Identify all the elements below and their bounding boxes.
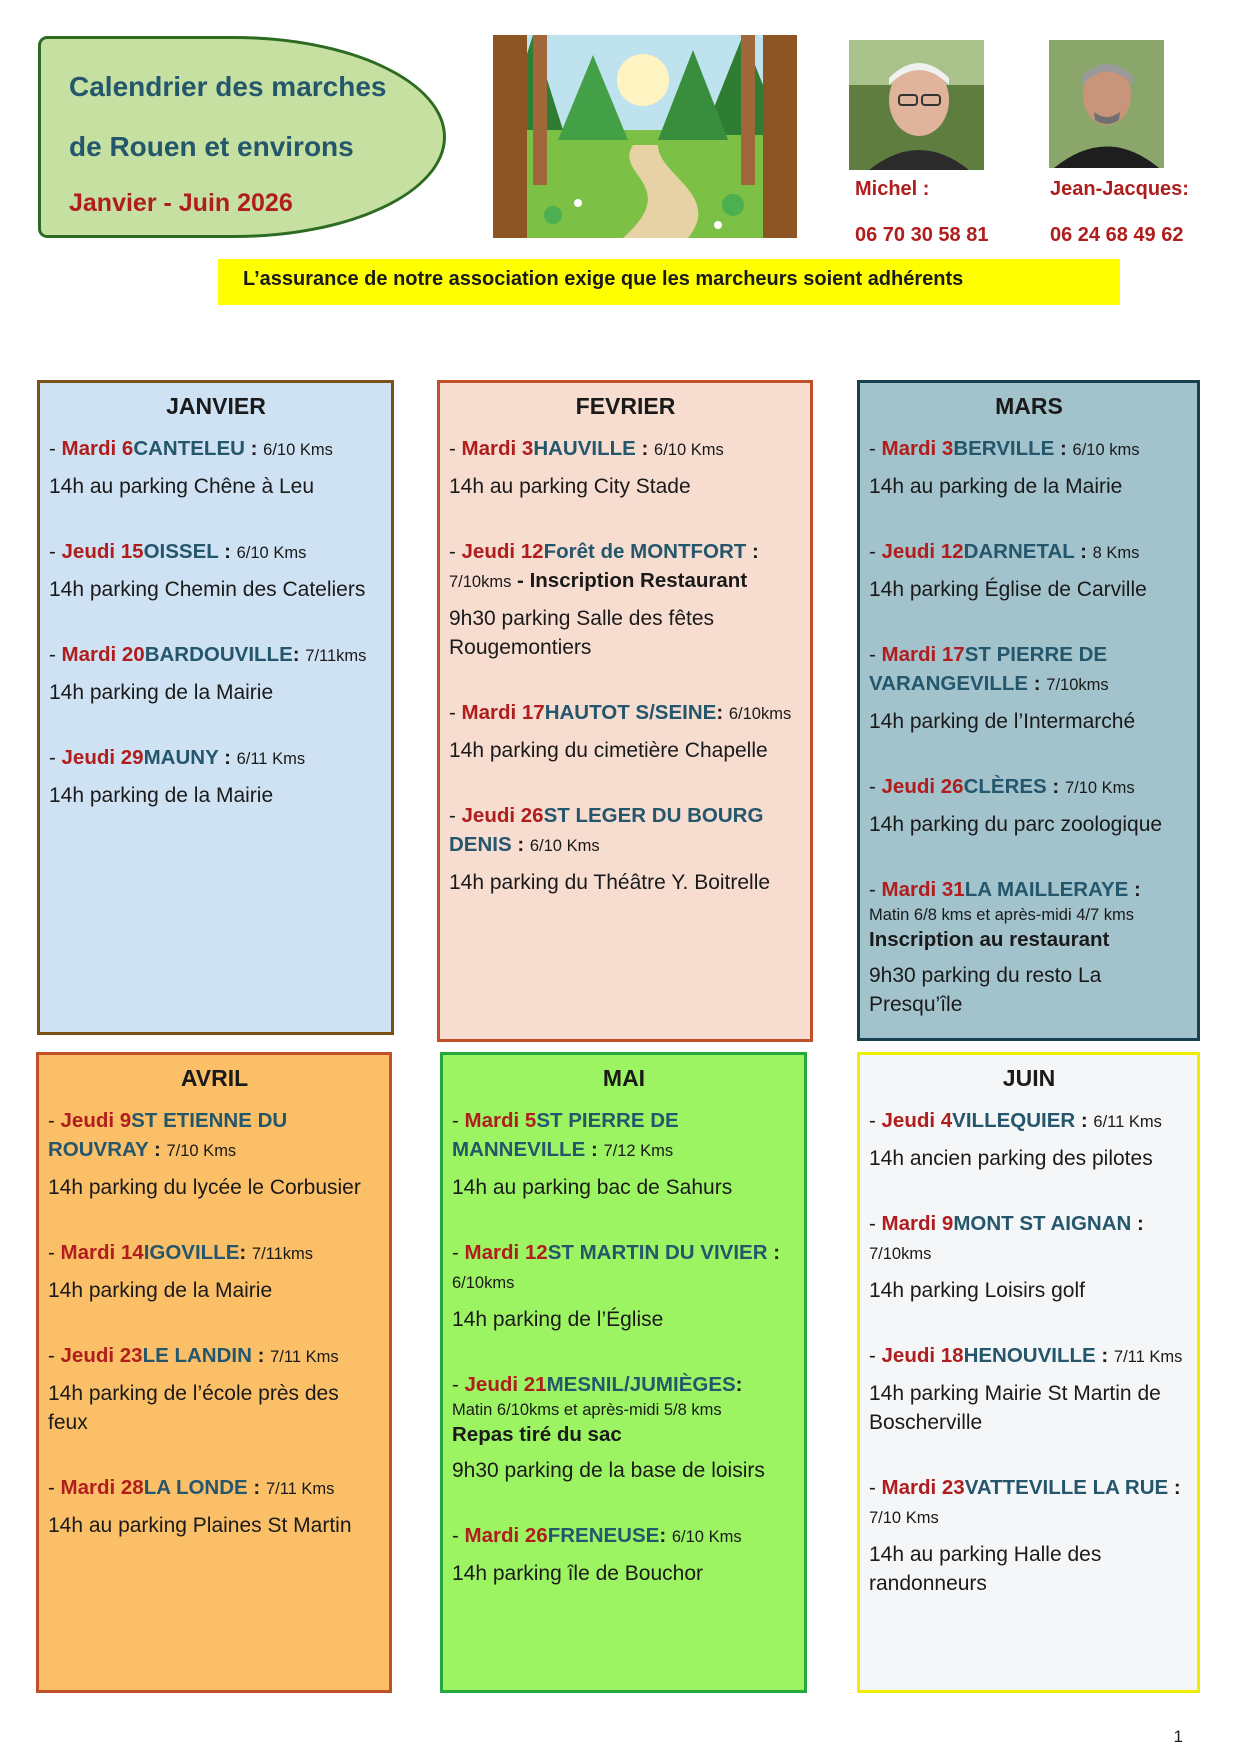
walk-day: Jeudi 26	[881, 775, 964, 798]
walk-day: Jeudi 29	[61, 746, 144, 769]
walk-day: Mardi 9	[881, 1212, 954, 1235]
walk-distance: 6/11 Kms	[236, 750, 306, 768]
separator: :	[635, 437, 655, 460]
walk-day: Mardi 5	[464, 1109, 537, 1132]
separator: :	[247, 1476, 266, 1499]
walk-day: Mardi 31	[881, 878, 965, 901]
separator: :	[585, 1138, 604, 1161]
walk-heading	[49, 640, 383, 671]
list-dash: -	[48, 1241, 61, 1264]
walk-entry	[449, 434, 802, 501]
walk-distance: 7/11 Kms	[1113, 1348, 1183, 1366]
walk-day: Mardi 12	[464, 1241, 548, 1264]
walk-place: BERVILLE	[953, 437, 1055, 460]
walk-place: MONT ST AIGNAN	[953, 1212, 1132, 1235]
separator: :	[251, 1344, 271, 1367]
walk-heading	[869, 537, 1189, 568]
walk-day: Mardi 6	[61, 437, 134, 460]
list-dash: -	[48, 1109, 61, 1132]
separator: :	[1168, 1476, 1181, 1499]
month-title: FEVRIER	[575, 393, 676, 419]
list-dash: -	[48, 1476, 61, 1499]
walk-entry	[869, 1106, 1189, 1173]
walk-place: MESNIL/JUMIÈGES	[546, 1373, 736, 1396]
walk-meeting-point: 14h au parking Plaines St Martin	[48, 1514, 352, 1537]
walk-heading	[452, 1370, 796, 1399]
walk-meeting-point: 14h parking du cimetière Chapelle	[449, 739, 768, 762]
walk-meeting-point: 14h au parking Halle des randonneurs	[869, 1543, 1102, 1595]
walk-meeting-point: 14h parking du Théâtre Y. Boitrelle	[449, 871, 771, 894]
walk-meeting-point: 14h parking de l’Église	[452, 1308, 664, 1331]
walk-meeting-point: 14h au parking City Stade	[449, 475, 691, 498]
list-dash: -	[452, 1524, 465, 1547]
walk-entry	[452, 1370, 796, 1485]
walk-entry	[869, 875, 1189, 1019]
walk-heading	[449, 698, 802, 729]
walk-place: HAUTOT S/SEINE	[544, 701, 717, 724]
separator: :	[735, 1373, 743, 1396]
walk-meeting-point: 14h parking Église de Carville	[869, 578, 1147, 601]
walk-distance: 8 Kms	[1092, 544, 1140, 562]
walk-heading	[449, 537, 802, 597]
walk-entry	[49, 434, 383, 501]
walk-day: Mardi 3	[881, 437, 954, 460]
walk-place: LE LANDIN	[142, 1344, 252, 1367]
walk-heading	[449, 434, 802, 465]
walk-heading	[452, 1521, 796, 1552]
forest-path-illustration	[493, 35, 797, 238]
walk-heading	[48, 1106, 381, 1166]
walk-place: LA LONDE	[143, 1476, 248, 1499]
separator: :	[1095, 1344, 1114, 1367]
month-box-avril	[36, 1052, 392, 1693]
walk-entry	[48, 1341, 381, 1437]
walk-meeting-point: 14h au parking Chêne à Leu	[49, 475, 315, 498]
walk-day: Jeudi 4	[881, 1109, 953, 1132]
walk-entry	[869, 434, 1189, 501]
separator: :	[1075, 1109, 1094, 1132]
list-dash: -	[452, 1373, 465, 1396]
walk-place: LA MAILLERAYE	[964, 878, 1129, 901]
walk-meeting-point: 14h parking île de Bouchor	[452, 1562, 704, 1585]
walk-entry	[449, 537, 802, 662]
walk-distance: 6/11 Kms	[1093, 1113, 1162, 1131]
walk-entry	[869, 1209, 1189, 1305]
walk-distance: 6/10 Kms	[263, 441, 333, 459]
month-title: AVRIL	[180, 1065, 249, 1091]
list-dash: -	[869, 878, 882, 901]
walk-meeting-point: 14h parking du lycée le Corbusier	[48, 1176, 361, 1199]
list-dash: -	[869, 775, 882, 798]
walk-distance: 7/11kms	[251, 1245, 314, 1263]
walk-extra: - Inscription Restaurant	[511, 569, 748, 592]
walk-entry	[869, 772, 1189, 839]
walk-heading	[48, 1341, 381, 1372]
walk-distance: 7/11kms	[305, 647, 367, 665]
separator: :	[746, 540, 759, 563]
walk-distance: 7/10 Kms	[1064, 779, 1135, 797]
walk-distance: 7/10kms	[449, 573, 512, 591]
walk-place: HENOUVILLE	[963, 1344, 1096, 1367]
walk-heading	[869, 1473, 1189, 1533]
walk-meeting-point: 14h parking de la Mairie	[49, 681, 274, 704]
contact-phone-michel[interactable]: 06 70 30 58 81	[855, 224, 989, 246]
walk-distance: 7/10 Kms	[869, 1509, 939, 1527]
walk-place: OISSEL	[143, 540, 219, 563]
walk-place: VILLEQUIER	[952, 1109, 1076, 1132]
list-dash: -	[869, 1212, 882, 1235]
walk-day: Jeudi 18	[881, 1344, 964, 1367]
month-box-juin	[857, 1052, 1200, 1693]
separator: :	[218, 540, 237, 563]
walk-meeting-point: 14h parking de l’Intermarché	[869, 710, 1136, 733]
walk-entry	[452, 1238, 796, 1334]
walk-place: FRENEUSE	[547, 1524, 660, 1547]
month-title: MARS	[995, 393, 1063, 419]
walk-place: DARNETAL	[963, 540, 1075, 563]
list-dash: -	[452, 1109, 465, 1132]
walk-heading	[48, 1473, 381, 1504]
walk-heading	[49, 537, 383, 568]
separator: :	[716, 701, 729, 724]
list-dash: -	[449, 437, 462, 460]
walk-meeting-point: 14h au parking bac de Sahurs	[452, 1176, 733, 1199]
list-dash: -	[869, 1109, 882, 1132]
walk-day: Jeudi 15	[61, 540, 144, 563]
walk-place: ST PIERRE DE MANNEVILLE	[452, 1109, 679, 1161]
list-dash: -	[449, 701, 462, 724]
walk-heading	[449, 801, 802, 861]
walk-meeting-point: 14h ancien parking des pilotes	[869, 1147, 1153, 1170]
walk-distance: 7/10kms	[1046, 676, 1109, 694]
separator: :	[1028, 672, 1047, 695]
walk-place: IGOVILLE	[143, 1241, 240, 1264]
walk-day: Mardi 14	[60, 1241, 144, 1264]
walk-place: BARDOUVILLE	[144, 643, 293, 666]
separator: :	[218, 746, 237, 769]
month-box-mars	[857, 380, 1200, 1041]
walk-place: CANTELEU	[133, 437, 245, 460]
separator: :	[1128, 878, 1141, 901]
month-title: JANVIER	[166, 393, 266, 419]
walk-meeting-point: 9h30 parking de la base de loisirs	[452, 1459, 765, 1482]
walk-distance: 6/10kms	[728, 705, 792, 723]
walk-bold-note: Inscription au restaurant	[869, 928, 1110, 951]
walk-entry	[452, 1521, 796, 1588]
walk-bold-note: Repas tiré du sac	[452, 1423, 622, 1446]
walk-meeting-point: 14h parking de la Mairie	[49, 784, 274, 807]
walk-entry	[48, 1238, 381, 1305]
walk-heading	[869, 434, 1189, 465]
walk-day: Jeudi 12	[881, 540, 964, 563]
walk-day: Mardi 23	[881, 1476, 965, 1499]
walk-distance: 6/10 kms	[1072, 441, 1140, 459]
walk-entry	[49, 537, 383, 604]
period-label: Janvier - Juin 2026	[69, 189, 293, 217]
walk-note: Matin 6/8 kms et après-midi 4/7 kms	[869, 906, 1134, 924]
walk-day: Mardi 20	[61, 643, 145, 666]
walk-entry	[449, 698, 802, 765]
list-dash: -	[49, 437, 62, 460]
separator: :	[1054, 437, 1073, 460]
walk-day: Jeudi 23	[60, 1344, 143, 1367]
walk-entry	[449, 801, 802, 897]
list-dash: -	[869, 1476, 882, 1499]
walk-day: Jeudi 9	[60, 1109, 132, 1132]
walk-day: Jeudi 21	[464, 1373, 547, 1396]
walk-heading	[48, 1238, 381, 1269]
walk-distance: 6/10 Kms	[671, 1528, 742, 1546]
walk-place: Forêt de MONTFORT	[543, 540, 747, 563]
title-block	[38, 36, 446, 238]
walk-distance: 7/12 Kms	[603, 1142, 674, 1160]
insurance-notice: L’assurance de notre association exige que les marcheurs soient adhérents	[218, 259, 1120, 305]
separator: :	[239, 1241, 252, 1264]
month-box-fevrier	[437, 380, 813, 1042]
separator: :	[659, 1524, 672, 1547]
walk-distance: 7/11 Kms	[270, 1348, 339, 1366]
walk-distance: 7/10kms	[869, 1245, 932, 1263]
page-number: 1	[1173, 1727, 1183, 1746]
list-dash: -	[452, 1241, 465, 1264]
walk-heading	[869, 640, 1189, 700]
walk-place: ST ETIENNE DU ROUVRAY	[48, 1109, 288, 1161]
separator: :	[511, 833, 530, 856]
walk-heading	[452, 1106, 796, 1166]
walk-meeting-point: 14h parking Chemin des Cateliers	[49, 578, 366, 601]
walk-heading	[869, 1341, 1189, 1372]
list-dash: -	[449, 804, 462, 827]
walk-day: Jeudi 26	[461, 804, 544, 827]
walk-day: Mardi 3	[461, 437, 534, 460]
walk-entry	[452, 1106, 796, 1202]
walk-day: Mardi 17	[881, 643, 965, 666]
walk-entry	[869, 1473, 1189, 1598]
walk-heading	[452, 1238, 796, 1298]
michel-photo	[849, 40, 984, 170]
title-line-1: Calendrier des marches	[69, 71, 387, 102]
walk-heading	[49, 434, 383, 465]
walk-meeting-point: 9h30 parking du resto La Presqu’île	[869, 964, 1102, 1016]
walk-place: HAUVILLE	[533, 437, 636, 460]
walk-place: ST MARTIN DU VIVIER	[547, 1241, 768, 1264]
list-dash: -	[869, 437, 882, 460]
walk-entry	[869, 1341, 1189, 1437]
walk-place: ST PIERRE DE VARANGEVILLE	[869, 643, 1108, 695]
month-box-janvier	[37, 380, 394, 1035]
separator: :	[292, 643, 306, 666]
walk-meeting-point: 14h parking Loisirs golf	[869, 1279, 1085, 1302]
walk-meeting-point: 9h30 parking Salle des fêtes Rougemontiers	[449, 607, 715, 659]
contact-name-michel: Michel :	[855, 178, 930, 200]
contact-name-jean-jacques: Jean-Jacques:	[1050, 178, 1189, 200]
walk-meeting-point: 14h au parking de la Mairie	[869, 475, 1123, 498]
walk-meeting-point: 14h parking Mairie St Martin de Boscherville	[869, 1382, 1161, 1434]
walk-distance: 6/10 Kms	[654, 441, 724, 459]
month-box-mai	[440, 1052, 807, 1693]
separator: :	[1046, 775, 1065, 798]
walk-entry	[49, 640, 383, 707]
walk-note: Matin 6/10kms et après-midi 5/8 kms	[452, 1401, 722, 1419]
walk-place: VATTEVILLE LA RUE	[964, 1476, 1169, 1499]
title-line-2: de Rouen et environs	[69, 131, 354, 162]
walk-meeting-point: 14h parking de l’école près des feux	[48, 1382, 339, 1434]
walk-heading	[869, 772, 1189, 803]
list-dash: -	[49, 540, 62, 563]
walk-entry	[48, 1473, 381, 1540]
contact-phone-jean-jacques[interactable]: 06 24 68 49 62	[1050, 224, 1184, 246]
walk-day: Mardi 17	[461, 701, 545, 724]
walk-entry	[869, 640, 1189, 736]
list-dash: -	[449, 540, 462, 563]
separator: :	[148, 1138, 167, 1161]
separator: :	[1074, 540, 1093, 563]
walk-meeting-point: 14h parking du parc zoologique	[869, 813, 1163, 836]
separator: :	[244, 437, 264, 460]
walk-heading	[869, 875, 1189, 904]
jean-jacques-photo	[1049, 40, 1164, 168]
list-dash: -	[49, 746, 62, 769]
separator: :	[767, 1241, 781, 1264]
walk-heading	[869, 1209, 1189, 1269]
month-title: MAI	[602, 1065, 646, 1091]
walk-distance: 6/10 Kms	[236, 544, 307, 562]
walk-place: ST LEGER DU BOURG DENIS	[449, 804, 764, 856]
walk-entry	[48, 1106, 381, 1202]
walk-day: Jeudi 12	[461, 540, 544, 563]
walk-place: CLÈRES	[963, 775, 1047, 798]
walk-meeting-point: 14h parking de la Mairie	[48, 1279, 273, 1302]
list-dash: -	[869, 540, 882, 563]
walk-distance: 7/11 Kms	[265, 1480, 335, 1498]
walk-heading	[869, 1106, 1189, 1137]
walk-day: Mardi 26	[464, 1524, 548, 1547]
walk-distance: 6/10kms	[452, 1274, 515, 1292]
walk-entry	[869, 537, 1189, 604]
walk-distance: 6/10 Kms	[529, 837, 600, 855]
walk-place: MAUNY	[143, 746, 219, 769]
list-dash: -	[49, 643, 62, 666]
list-dash: -	[869, 643, 882, 666]
separator: :	[1131, 1212, 1144, 1235]
walk-entry	[49, 743, 383, 810]
month-title: JUIN	[1002, 1065, 1056, 1091]
list-dash: -	[869, 1344, 882, 1367]
list-dash: -	[48, 1344, 61, 1367]
walk-day: Mardi 28	[60, 1476, 144, 1499]
walk-heading	[49, 743, 383, 774]
walk-distance: 7/10 Kms	[166, 1142, 237, 1160]
